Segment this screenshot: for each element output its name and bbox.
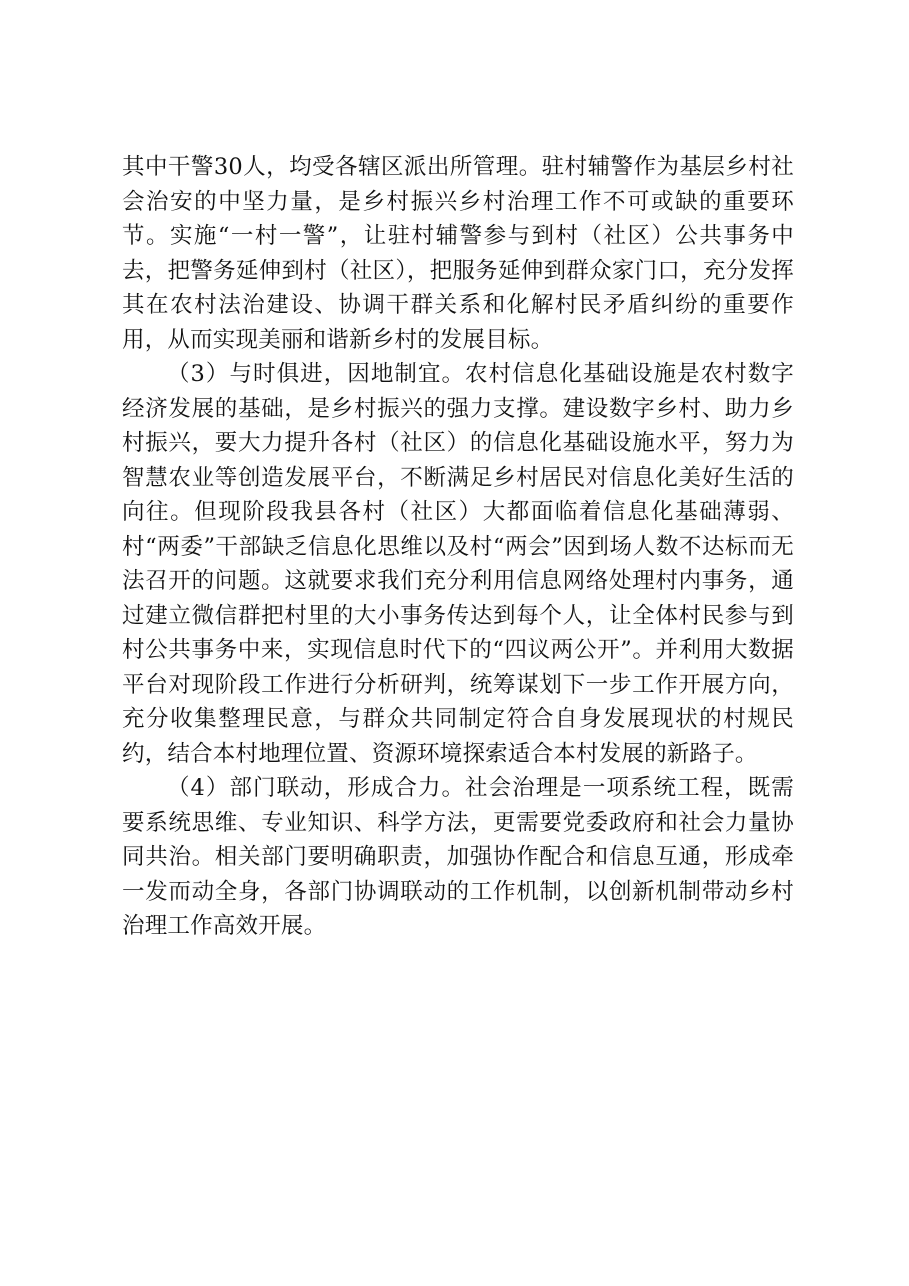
paragraph-section-4: （4）部门联动，形成合力。社会治理是一项系统工程，既需要系统思维、专业知识、科学方法，更需要党委政府和社会力量协同共治。相关部门要明确职责，加强协作配合和信息互通，形成牵一发而动全身，各部门协调联动的工作机制，以创新机制带动乡村治理工作高效开展。 bbox=[122, 775, 794, 939]
document-body bbox=[122, 150, 794, 944]
paragraph-continuation: 其中干警30人，均受各辖区派出所管理。驻村辅警作为基层乡村社会治安的中坚力量，是乡村振兴乡村治理工作不可或缺的重要环节。实施“一村一警”，让驻村辅警参与到村（社区）公共事务中去，把警务延伸到村（社区），把服务延伸到群众家门口，充分发挥其在农村法治建设、协调干群关系和化解村民矛盾纠纷的重要作用，从而实现美丽和谐新乡村的发展目标。 bbox=[122, 154, 794, 353]
paragraph-section-3: （3）与时俱进，因地制宜。农村信息化基础设施是农村数字经济发展的基础，是乡村振兴的强力支撑。建设数字乡村、助力乡村振兴，要大力提升各村（社区）的信息化基础设施水平，努力为智慧农业等创造发展平台，不断满足乡村居民对信息化美好生活的向往。但现阶段我县各村（社区）大都面临着信息化基础薄弱、村“两委”干部缺乏信息化思维以及村“两会”因到场人数不达标而无法召开的问题。这就要求我们充分利用信息网络处理村内事务，通过建立微信群把村里的大小事务传达到每个人，让全体村民参与到村公共事务中来，实现信息时代下的“四议两公开”。并利用大数据平台对现阶段工作进行分析研判，统筹谋划下一步工作开展方向，充分收集整理民意，与群众共同制定符合自身发展现状的村规民约，结合本村地理位置、资源环境探索适合本村发展的新路子。 bbox=[122, 361, 794, 767]
